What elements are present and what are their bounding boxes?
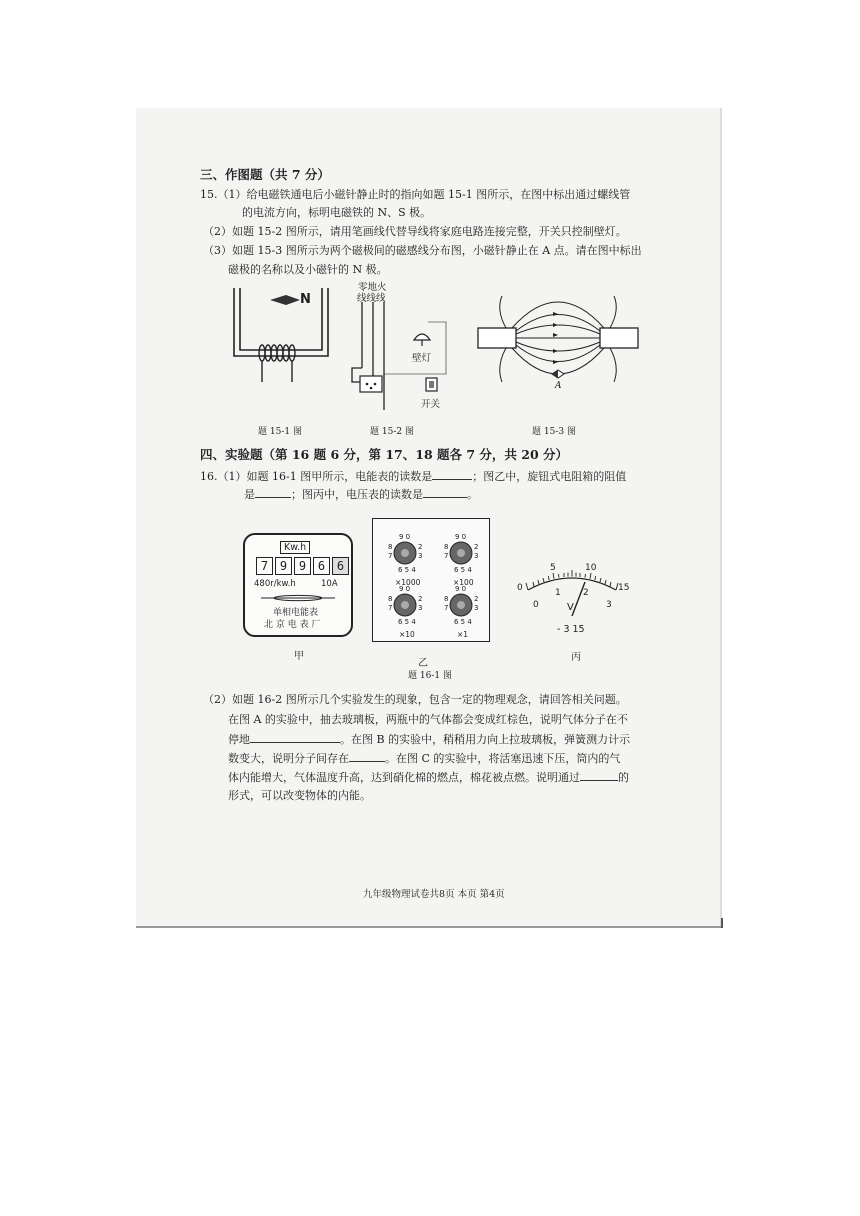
- answer-blank-energy-change-method[interactable]: [580, 769, 618, 781]
- meter-maker: 北 京 电 表 厂: [264, 620, 321, 630]
- q16-2-line5: 体内能增大，气体温度升高，达到硝化棉的燃点，棉花被点燃。说明通过 的: [228, 771, 629, 784]
- svg-text:3: 3: [474, 604, 479, 612]
- section-4-heading: 四、实验题（第 16 题 6 分，第 17、18 题各 7 分，共 20 分）: [200, 447, 568, 462]
- q16-2-line1: （2）如题 16-2 图所示几个实验发生的现象，包含一定的物理观念，请回答相关问题。: [203, 693, 627, 706]
- svg-text:6 5 4: 6 5 4: [398, 566, 416, 574]
- svg-text:2: 2: [474, 543, 479, 551]
- voltmeter-terminals: - 3 15: [557, 624, 585, 635]
- svg-text:2: 2: [418, 595, 423, 603]
- wall-lamp-label: 壁灯: [412, 353, 432, 364]
- q15-3-line1: （3）如题 15-3 图所示为两个磁极间的磁感线分布图，小磁针静止在 A 点。请在图中标出: [203, 244, 642, 257]
- meter-digit: 9: [275, 557, 292, 575]
- point-a-label: A: [555, 381, 562, 391]
- meter-digit-decimal: 6: [332, 557, 349, 575]
- svg-text:6 5 4: 6 5 4: [398, 618, 416, 626]
- meter-digit: 7: [256, 557, 273, 575]
- svg-text:9 0: 9 0: [399, 533, 411, 541]
- svg-text:7: 7: [444, 604, 449, 612]
- svg-text:7: 7: [388, 552, 393, 560]
- dial-multiplier: ×100: [453, 578, 474, 587]
- q16-1-line2: 是 ；图丙中，电压表的读数是 。: [244, 488, 478, 501]
- voltmeter-caption: 丙: [571, 652, 581, 663]
- wire-label-line2: 线线线: [357, 293, 386, 304]
- meter-digits: [256, 557, 349, 575]
- q16-2-line4: 数变大，说明分子间存在 。在图 C 的实验中，将活塞迅速下压，筒内的气: [228, 752, 621, 765]
- resistance-box: [372, 518, 490, 642]
- answer-blank-molecule-motion[interactable]: [250, 731, 340, 743]
- meter-digit: 6: [313, 557, 330, 575]
- svg-text:6 5 4: 6 5 4: [454, 618, 472, 626]
- figure-15-2-caption: 题 15-2 图: [370, 427, 414, 437]
- q16-2-line3: 停地 。在图 B 的实验中，稍稍用力向上拉玻璃板，弹簧测力计示: [228, 733, 631, 746]
- q16-2-line6: 形式，可以改变物体的内能。: [228, 789, 371, 802]
- svg-text:2: 2: [418, 543, 423, 551]
- figure-15-3-caption: 题 15-3 图: [532, 427, 576, 437]
- switch-label: 开关: [421, 399, 441, 410]
- figure-15-1-caption: 题 15-1 图: [258, 427, 302, 437]
- svg-text:9 0: 9 0: [455, 585, 467, 593]
- meter-caption: 甲: [294, 651, 304, 662]
- meter-digit: 9: [294, 557, 311, 575]
- svg-text:8: 8: [388, 543, 393, 551]
- svg-text:2: 2: [474, 595, 479, 603]
- figure-15-3-magnetic-field: [476, 290, 640, 394]
- answer-blank-intermolecular-force[interactable]: [349, 750, 385, 762]
- answer-blank-resistance[interactable]: [255, 486, 291, 498]
- lower-scale-label: 1: [555, 588, 561, 598]
- page-edge-mark: [721, 918, 723, 928]
- needle-n-label: N: [300, 292, 311, 307]
- svg-text:3: 3: [418, 552, 423, 560]
- svg-text:6 5 4: 6 5 4: [454, 566, 472, 574]
- resistance-box-caption: 乙: [418, 658, 428, 669]
- page-footer: 九年级物理试卷共8页 本页 第4页: [363, 889, 505, 900]
- page-edge-bottom: [136, 926, 722, 928]
- svg-text:7: 7: [444, 552, 449, 560]
- svg-text:8: 8: [388, 595, 393, 603]
- lower-scale-label: 3: [606, 600, 612, 610]
- lower-scale-label: 0: [533, 600, 539, 610]
- meter-disc: [259, 593, 337, 603]
- energy-meter: [243, 533, 353, 637]
- meter-unit: Kw.h: [280, 541, 310, 554]
- q16-1-line1: 16.（1）如题 16-1 图甲所示，电能表的读数是 ；图乙中，旋钮式电阻箱的阻值: [200, 470, 627, 483]
- meter-current: 10A: [321, 579, 338, 589]
- answer-blank-meter-reading[interactable]: [432, 468, 472, 480]
- dial-multiplier: ×10: [399, 630, 415, 639]
- svg-text:3: 3: [474, 552, 479, 560]
- upper-scale-label: 15: [618, 583, 630, 593]
- page-edge-right: [720, 108, 722, 928]
- answer-blank-voltage[interactable]: [423, 486, 467, 498]
- wire-label-line1: 零地火: [358, 282, 387, 293]
- svg-text:7: 7: [388, 604, 393, 612]
- meter-name: 单相电能表: [273, 608, 319, 618]
- lower-scale-label: 2: [583, 588, 589, 598]
- meter-rate: 480r/kw.h: [254, 579, 296, 589]
- upper-scale-label: 0: [517, 583, 523, 593]
- figure-15-1-electromagnet: [222, 286, 338, 386]
- q15-1-line1: 15.（1）给电磁铁通电后小磁针静止时的指向如题 15-1 图所示，在图中标出通过螺线管: [200, 188, 631, 201]
- q15-1-line2: 的电流方向，标明电磁铁的 N、S 极。: [242, 206, 432, 219]
- svg-text:3: 3: [418, 604, 423, 612]
- dial-multiplier: ×1000: [395, 578, 421, 587]
- upper-scale-label: 10: [585, 563, 597, 573]
- q15-2-text: （2）如题 15-2 图所示，请用笔画线代替导线将家庭电路连接完整，开关只控制壁灯。: [203, 225, 627, 238]
- q15-3-line2: 磁极的名称以及小磁针的 N 极。: [228, 263, 388, 276]
- svg-text:8: 8: [444, 543, 449, 551]
- voltmeter-symbol: V: [567, 602, 574, 613]
- figure-16-1-caption: 题 16-1 图: [408, 671, 452, 681]
- q16-2-line2: 在图 A 的实验中，抽去玻璃板，两瓶中的气体都会变成红棕色，说明气体分子在不: [228, 713, 628, 726]
- svg-text:9 0: 9 0: [455, 533, 467, 541]
- section-3-heading: 三、作图题（共 7 分）: [200, 167, 330, 182]
- dial-multiplier: ×1: [457, 630, 469, 639]
- upper-scale-label: 5: [550, 563, 556, 573]
- svg-text:8: 8: [444, 595, 449, 603]
- svg-text:9 0: 9 0: [399, 585, 411, 593]
